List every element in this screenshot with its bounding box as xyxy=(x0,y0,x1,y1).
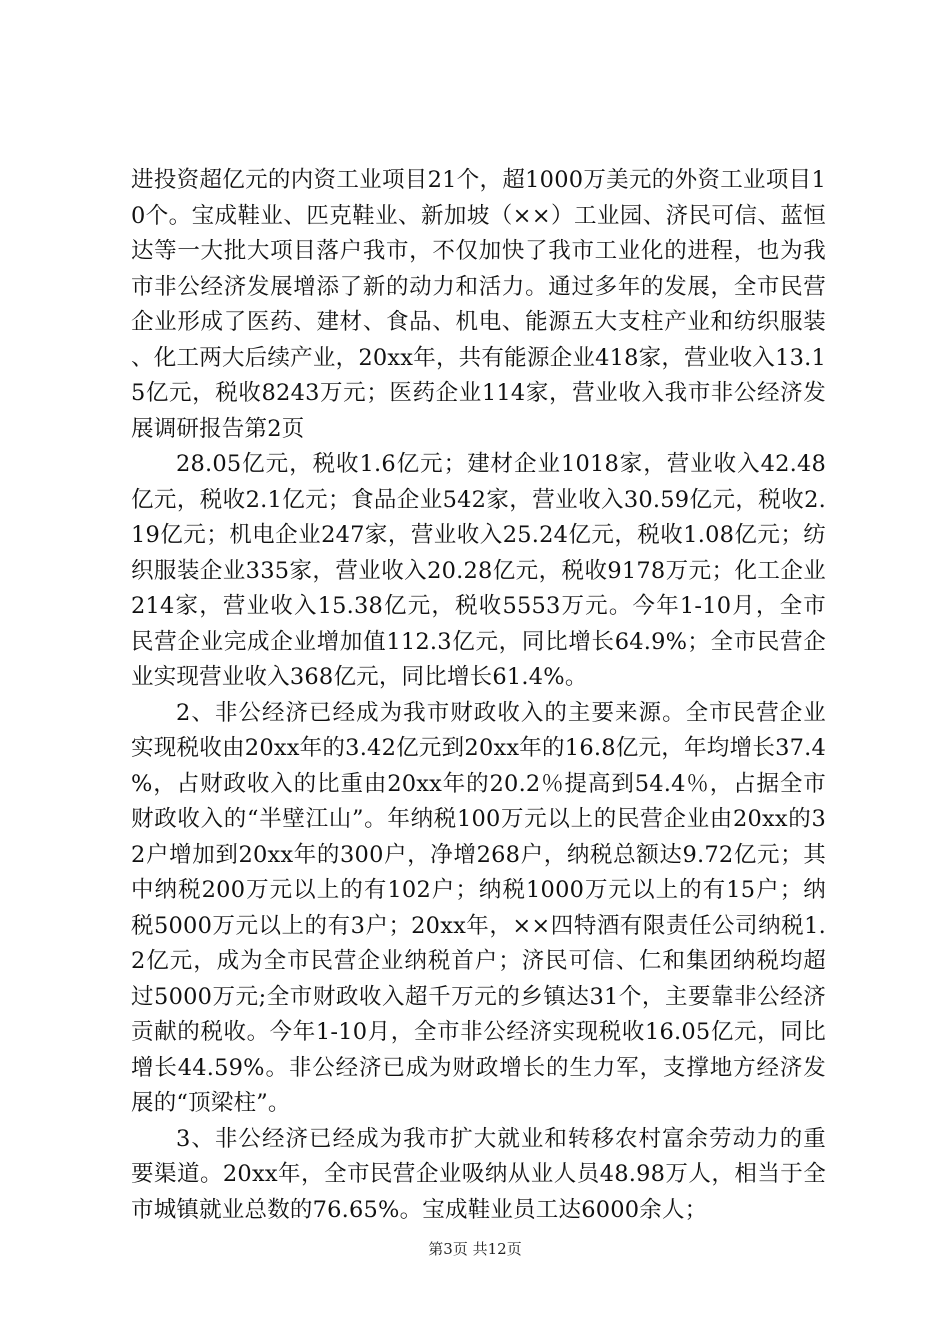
page-footer: 第3页 共12页 xyxy=(428,1240,522,1258)
paragraph-industry-overview: 进投资超亿元的内资工业项目21个，超1000万美元的外资工业项目10个。宝成鞋业、匹克鞋业、新加坡（××）工业园、济民可信、蓝恒达等一大批大项目落户我市，不仅加快了我市工业化的进程，也为我市非公经济发展增添了新的动力和活力。通过多年的发展，全市民营企业形成了医药、建材、食品、机电、能源五大支柱产业和纺织服装、化工两大后续产业，20xx年，共有能源企业418家，营业收入13.15亿元，税收8243万元；医药企业114家，营业收入我市非公经济发展调研报告第2页 xyxy=(131,167,826,442)
paragraph-employment: 3、非公经济已经成为我市扩大就业和转移农村富余劳动力的重要渠道。20xx年，全市民营企业吸纳从业人员48.98万人，相当于全市城镇就业总数的76.65%。宝成鞋业员工达6000余人； xyxy=(131,1125,826,1223)
document-body xyxy=(131,163,826,1228)
paragraph-fiscal-revenue: 2、非公经济已经成为我市财政收入的主要来源。全市民营企业实现税收由20xx年的3.42亿元到20xx年的16.8亿元，年均增长37.4%，占财政收入的比重由20xx年的20.2％提高到54.4％，占据全市财政收入的“半壁江山”。年纳税100万元以上的民营企业由20xx的32户增加到20xx年的300户，净增268户，纳税总额达9.72亿元；其中纳税200万元以上的有102户；纳税1000万元以上的有15户；纳税5000万元以上的有3户；20xx年，××四特酒有限责任公司纳税1.2亿元，成为全市民营企业纳税首户；济民可信、仁和集团纳税均超过5000万元;全市财政收入超千万元的乡镇达31个，主要靠非公经济贡献的税收。今年1-10月，全市非公经济实现税收16.05亿元，同比增长44.59%。非公经济已成为财政增长的生力军，支撑地方经济发展的“顶梁柱”。 xyxy=(131,699,826,1116)
paragraph-industry-figures: 28.05亿元，税收1.6亿元；建材企业1018家，营业收入42.48亿元，税收2.1亿元；食品企业542家，营业收入30.59亿元，税收2.19亿元；机电企业247家，营业收入25.24亿元，税收1.08亿元；纺织服装企业335家，营业收入20.28亿元，税收9178万元；化工企业214家，营业收入15.38亿元，税收5553万元。今年1-10月，全市民营企业完成企业增加值112.3亿元，同比增长64.9%；全市民营企业实现营业收入368亿元，同比增长61.4%。 xyxy=(131,451,826,690)
